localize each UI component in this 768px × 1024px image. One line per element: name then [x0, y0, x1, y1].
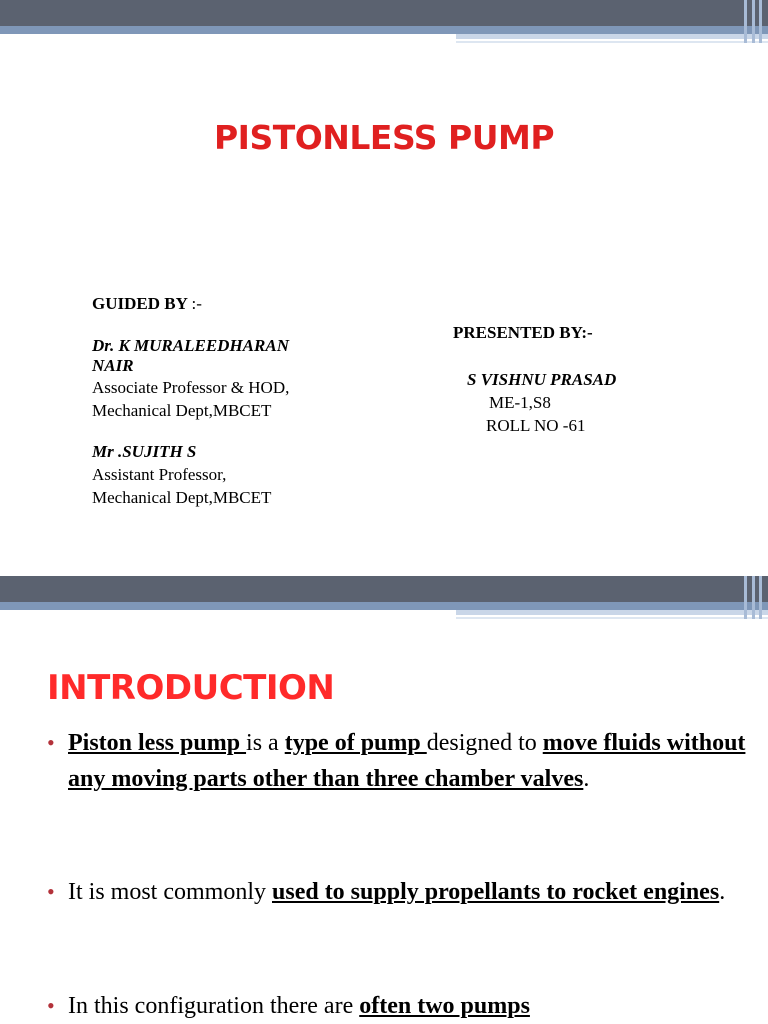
guided-by-strong: GUIDED BY — [92, 294, 192, 313]
slide-title: PISTONLESS PUMP — [213, 118, 555, 157]
guided-by-text — [92, 293, 202, 315]
presenter-class: ME-1,S8 — [489, 393, 551, 412]
banner-stripe — [752, 576, 755, 619]
underlined-term: type of pump — [284, 730, 427, 756]
bullet-item — [47, 988, 737, 1024]
introduction-slide — [0, 576, 768, 1024]
presented-by-label: PRESENTED BY:- — [453, 323, 593, 342]
bullet-text-run: It is most commonly — [68, 879, 272, 905]
banner-thin-line — [456, 617, 768, 619]
banner-stripe — [744, 0, 747, 43]
bullet-item — [47, 725, 746, 835]
guide2-name: Mr .SUJITH S — [92, 442, 197, 461]
banner-accent-bar — [0, 26, 768, 34]
bullet-icon: • — [47, 993, 55, 1018]
bullet-text-run: . — [719, 879, 726, 905]
banner-light-bar — [456, 610, 768, 615]
bullet-text — [68, 874, 748, 910]
banner-stripe — [752, 0, 755, 43]
banner-stripe — [744, 576, 747, 619]
bullet-text — [68, 988, 748, 1024]
section-heading: INTRODUCTION — [47, 668, 335, 708]
guided-by-suffix: :- — [191, 294, 202, 313]
bullet-icon: • — [47, 879, 55, 904]
bullet-text-run: is a — [246, 730, 285, 756]
underlined-term: Piston less pump — [68, 730, 247, 756]
bullet-text-run: designed to — [426, 730, 543, 756]
guide1-dept: Mechanical Dept,MBCET — [92, 401, 272, 420]
underlined-term: move fluids without any moving parts other than three chamber valves — [68, 730, 746, 792]
bullet-icon: • — [47, 730, 55, 755]
guide2-role: Assistant Professor, — [92, 465, 227, 484]
guide2-dept: Mechanical Dept,MBCET — [92, 488, 272, 507]
presenter-roll: ROLL NO -61 — [486, 416, 586, 435]
banner-stripe — [759, 576, 762, 619]
bullet-text-run: . — [583, 766, 590, 792]
banner-bar — [0, 576, 768, 602]
banner-accent-bar — [0, 602, 768, 610]
bullet-text-run: In this configuration there are — [68, 993, 360, 1019]
bullet-item — [47, 874, 737, 948]
underlined-term: often two pumps — [359, 993, 530, 1019]
underlined-term: used to supply propellants to rocket engines — [272, 879, 720, 905]
banner-bar — [0, 0, 768, 26]
guide1-name-cont: NAIR — [92, 356, 134, 375]
presenter-name: S VISHNU PRASAD — [467, 370, 617, 389]
banner-stripe — [759, 0, 762, 43]
bullet-text — [68, 725, 748, 797]
banner-thin-line — [456, 41, 768, 43]
guide1-role: Associate Professor & HOD, — [92, 378, 290, 397]
banner-light-bar — [456, 34, 768, 39]
guide1-name: Dr. K MURALEEDHARAN — [92, 336, 289, 355]
